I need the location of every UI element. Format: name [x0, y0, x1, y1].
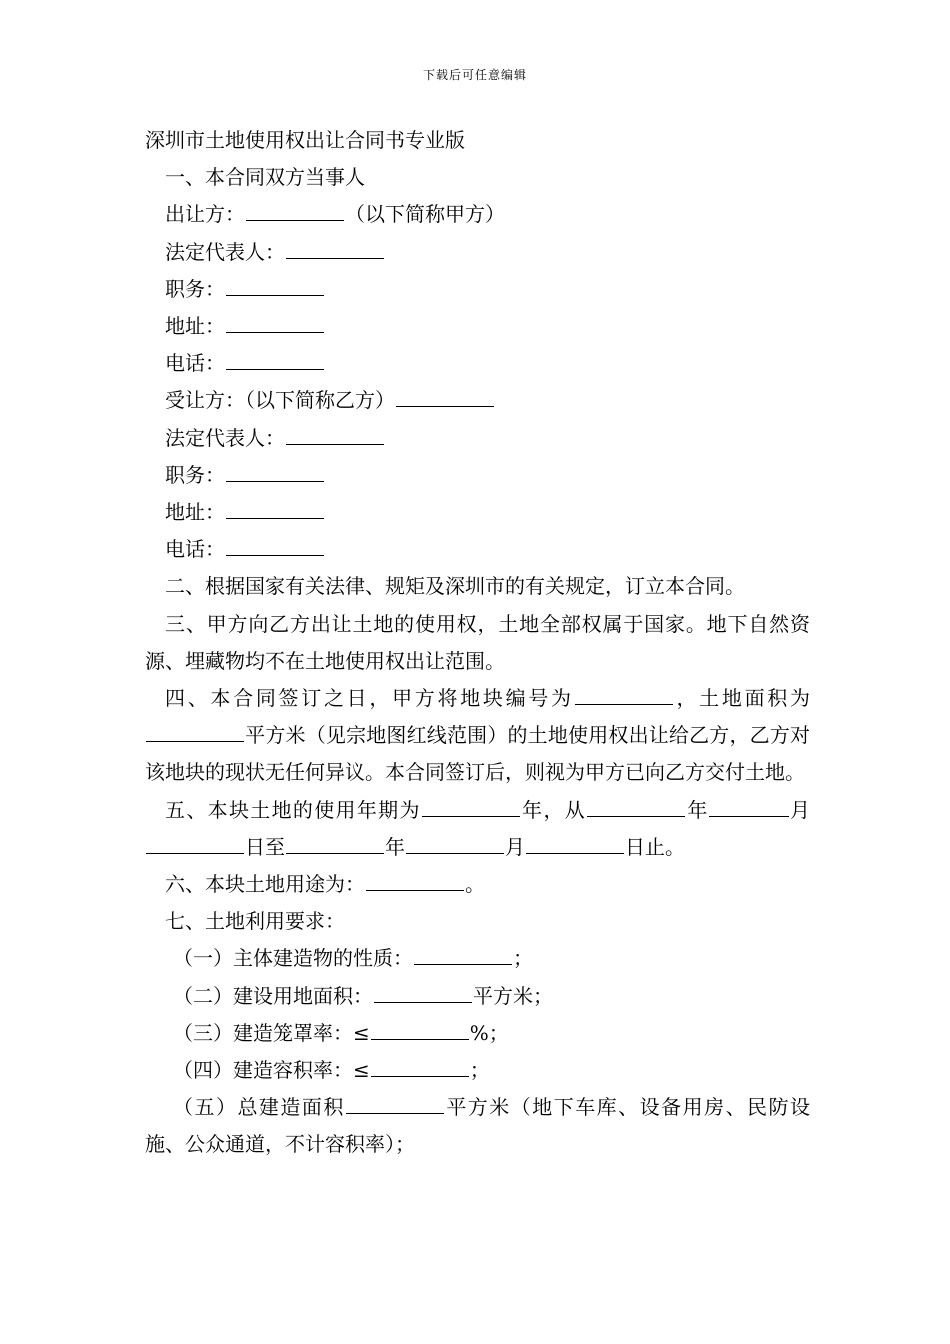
item-1-label: （一）主体建造物的性质： [173, 946, 413, 971]
plot-ratio-blank [371, 1075, 469, 1077]
item-5-label: （五）总建造面积 [173, 1095, 345, 1120]
seller-name-blank [246, 219, 344, 221]
start-day-blank [146, 852, 244, 854]
land-use-blank [366, 889, 464, 891]
section-5-year-unit: 年 [520, 797, 544, 822]
section-7-heading: 七、土地利用要求： [165, 909, 345, 934]
seller-rep-line [145, 234, 810, 271]
buyer-address-line [145, 494, 810, 531]
parcel-number-blank [575, 703, 673, 705]
section-5-start-month-unit: 月 [788, 797, 811, 822]
term-years-blank [422, 815, 520, 817]
seller-phone-blank [226, 368, 324, 370]
buyer-party-label: 受让方：（以下简称乙方） [165, 388, 395, 413]
section-7-item-5 [145, 1089, 810, 1163]
section-5 [145, 792, 810, 866]
buyer-phone-line [145, 531, 810, 568]
section-5-start-year-unit: 年 [686, 797, 709, 822]
land-area-blank [146, 740, 244, 742]
coverage-ratio-blank [371, 1038, 469, 1040]
seller-party-line [145, 196, 810, 233]
item-3-label: （三）建造笼罩率：≤ [173, 1020, 370, 1045]
building-nature-blank [414, 963, 512, 965]
item-4-label: （四）建造容积率：≤ [173, 1058, 370, 1083]
section-4 [145, 680, 810, 792]
section-1-heading: 一、本合同双方当事人 [165, 165, 365, 190]
buyer-rep-blank [286, 443, 384, 445]
section-5-end: 日止。 [625, 834, 685, 859]
seller-phone-line [145, 345, 810, 382]
page-header: 下载后可任意编辑 [422, 68, 527, 82]
buyer-rep-label: 法定代表人： [165, 425, 285, 450]
section-5-day-to: 日至 [245, 834, 285, 859]
section-4-part2: ，土地面积为 [673, 686, 810, 711]
section-5-from: ，从 [543, 797, 587, 822]
section-7-item-1 [145, 940, 810, 977]
start-month-blank-b [769, 815, 789, 817]
section-4-part3: 平方米（见宗地图红线范围）的土地使用权出让给乙方，乙方对该地块的现状无任何异议。本合同签订后，则视为甲方已向乙方交付土地。 [145, 723, 810, 785]
section-5-end-year-unit: 年 [385, 834, 405, 859]
end-year-blank [286, 852, 384, 854]
item-4-end: ； [469, 1058, 490, 1083]
buyer-address-blank [226, 517, 324, 519]
section-7-item-4 [145, 1052, 810, 1089]
section-5-part1: 五、本块土地的使用年期为 [165, 797, 421, 822]
section-6 [145, 866, 810, 903]
buyer-position-blank [226, 480, 324, 482]
seller-phone-label: 电话： [165, 351, 225, 376]
section-5-end-month-unit: 月 [505, 834, 525, 859]
end-day-blank [526, 852, 624, 854]
document-title: 深圳市土地使用权出让合同书专业版 [145, 128, 465, 152]
item-3-end: %； [469, 1020, 509, 1045]
section-7-item-3 [145, 1015, 810, 1052]
seller-party-suffix: （以下简称甲方） [345, 202, 505, 227]
item-5-end: 平方米（地下车库、设备用房、民防设施、公众通道，不计容积率）； [145, 1095, 811, 1157]
seller-position-label: 职务： [165, 276, 225, 301]
seller-address-blank [226, 331, 324, 333]
section-6-end: 。 [465, 872, 485, 897]
start-year-blank [587, 815, 685, 817]
section-7-item-2 [145, 978, 810, 1015]
section-2: 二、根据国家有关法律、规矩及深圳市的有关规定，订立本合同。 [165, 574, 745, 599]
seller-party-label: 出让方： [165, 202, 245, 227]
buyer-position-label: 职务： [165, 462, 225, 487]
buyer-position-line [145, 457, 810, 494]
buyer-party-line [145, 382, 810, 419]
buyer-address-label: 地址： [165, 500, 225, 525]
buyer-name-blank [396, 405, 494, 407]
seller-rep-blank [286, 257, 384, 259]
buyer-phone-blank [226, 554, 324, 556]
buyer-phone-label: 电话： [165, 537, 225, 562]
section-3: 三、甲方向乙方出让土地的使用权，土地全部权属于国家。地下自然资源、埋藏物均不在土地使用权出让范围。 [145, 611, 810, 673]
seller-address-label: 地址： [165, 314, 225, 339]
section-4-part1: 四、本合同签订之日，甲方将地块编号为 [165, 686, 574, 711]
total-floor-area-blank [346, 1112, 444, 1114]
item-2-label: （二）建设用地面积： [173, 983, 373, 1008]
site-area-blank [374, 1001, 472, 1003]
seller-rep-label: 法定代表人： [165, 239, 285, 264]
end-month-blank [406, 852, 504, 854]
seller-position-blank [226, 294, 324, 296]
item-2-end: 平方米； [473, 983, 553, 1008]
item-1-end: ； [513, 946, 533, 971]
buyer-rep-line [145, 420, 810, 457]
seller-address-line [145, 308, 810, 345]
start-month-blank-a [709, 815, 769, 817]
seller-position-line [145, 271, 810, 308]
document-body [145, 122, 810, 1164]
section-6-label: 六、本块土地用途为： [165, 872, 365, 897]
